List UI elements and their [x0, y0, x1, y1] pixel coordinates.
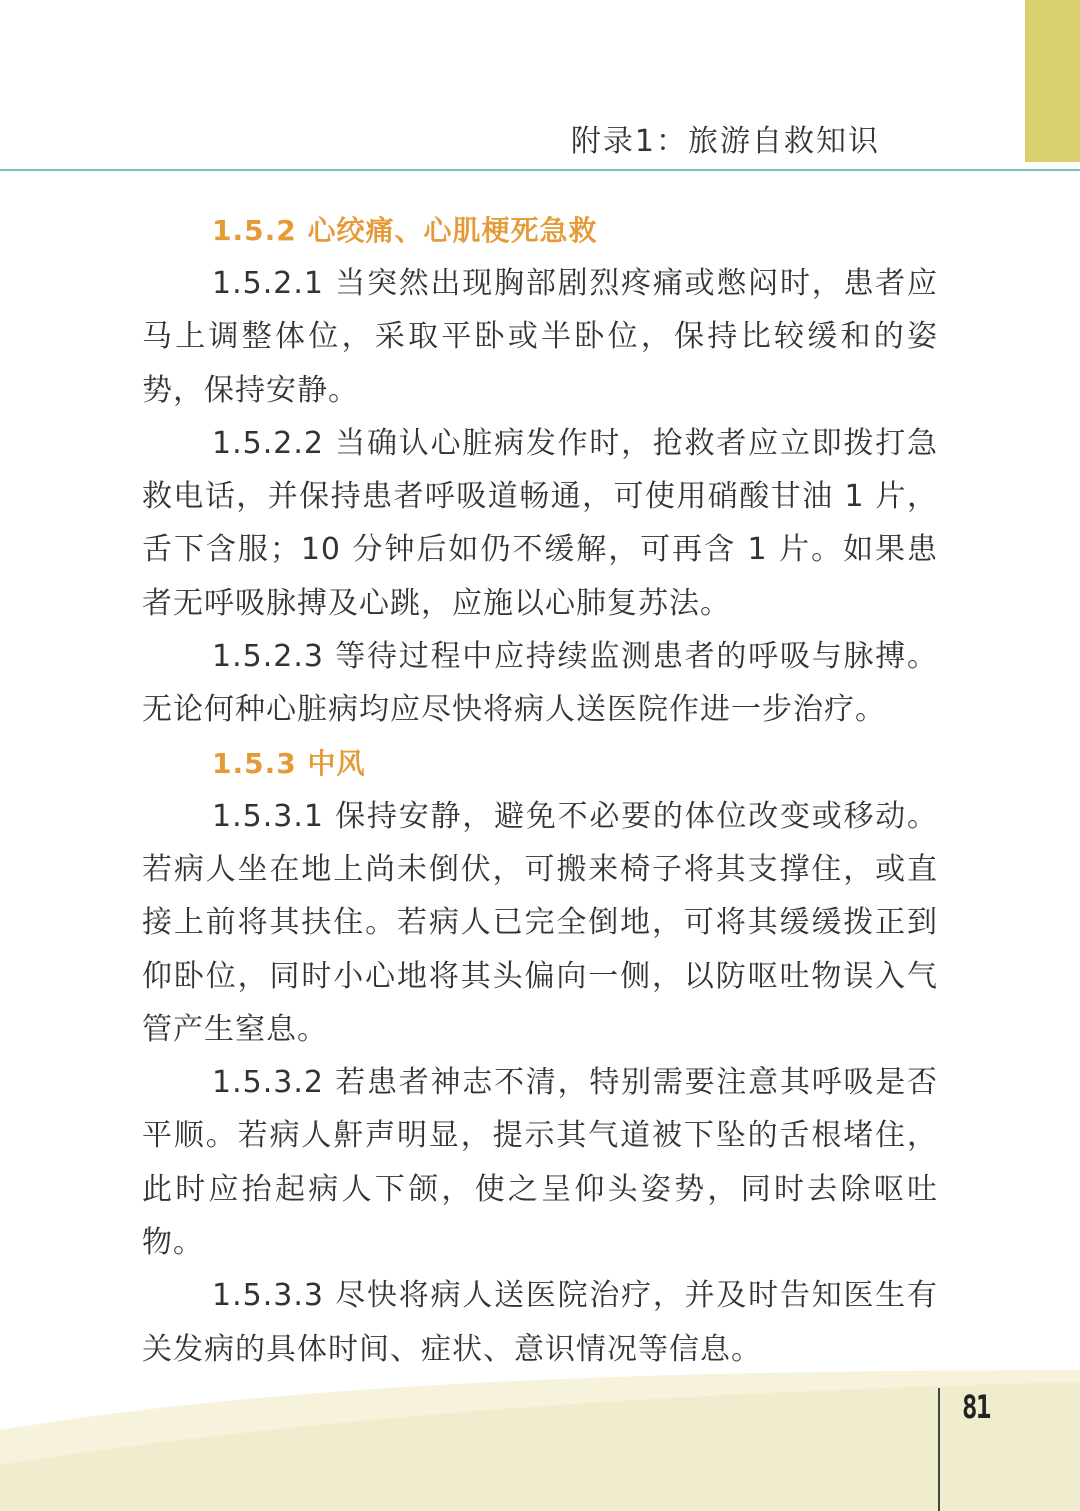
page-number-divider — [938, 1388, 940, 1511]
paragraph: 1.5.3.3 尽快将病人送医院治疗，并及时告知医生有关发病的具体时间、症状、意识情况等信息。 — [142, 1278, 938, 1367]
page-number: 81 — [962, 1388, 990, 1426]
paragraph: 1.5.3.2 若患者神志不清，特别需要注意其呼吸是否平顺。若病人鼾声明显，提示其气道被下坠的舌根堵住，此时应抬起病人下颌，使之呈仰头姿势，同时去除呕吐物。 — [142, 1065, 938, 1261]
paragraph: 1.5.2.3 等待过程中应持续监测患者的呼吸与脉搏。无论何种心脏病均应尽快将病人送医院作进一步治疗。 — [142, 639, 938, 728]
corner-color-tab — [1025, 0, 1080, 162]
header-divider — [0, 169, 1080, 171]
paragraph: 1.5.2.1 当突然出现胸部剧烈疼痛或憋闷时，患者应马上调整体位，采取平卧或半卧位，保持比较缓和的姿势，保持安静。 — [142, 266, 938, 408]
footer-decoration — [0, 1370, 1080, 1511]
page-body — [142, 204, 938, 1376]
running-header-title: 附录1：旅游自救知识 — [570, 124, 880, 159]
running-header — [0, 0, 1020, 170]
paragraph: 1.5.3.1 保持安静，避免不必要的体位改变或移动。若病人坐在地上尚未倒伏，可搬来椅子将其支撑住，或直接上前将其扶住。若病人已完全倒地，可将其缓缓拨正到仰卧位，同时小心地将其头偏向一侧，以防呕吐物误入气管产生窒息。 — [142, 798, 938, 1047]
section-heading: 1.5.3 中风 — [212, 746, 366, 780]
section-heading: 1.5.2 心绞痛、心肌梗死急救 — [212, 214, 598, 247]
paragraph: 1.5.2.2 当确认心脏病发作时，抢救者应立即拨打急救电话，并保持患者呼吸道畅通，可使用硝酸甘油 1 片，舌下含服；10 分钟后如仍不缓解，可再含 1 片。如果患者无呼吸脉搏及心跳，应施以心肺复苏法。 — [142, 425, 938, 621]
footer-wave — [0, 1370, 1080, 1511]
